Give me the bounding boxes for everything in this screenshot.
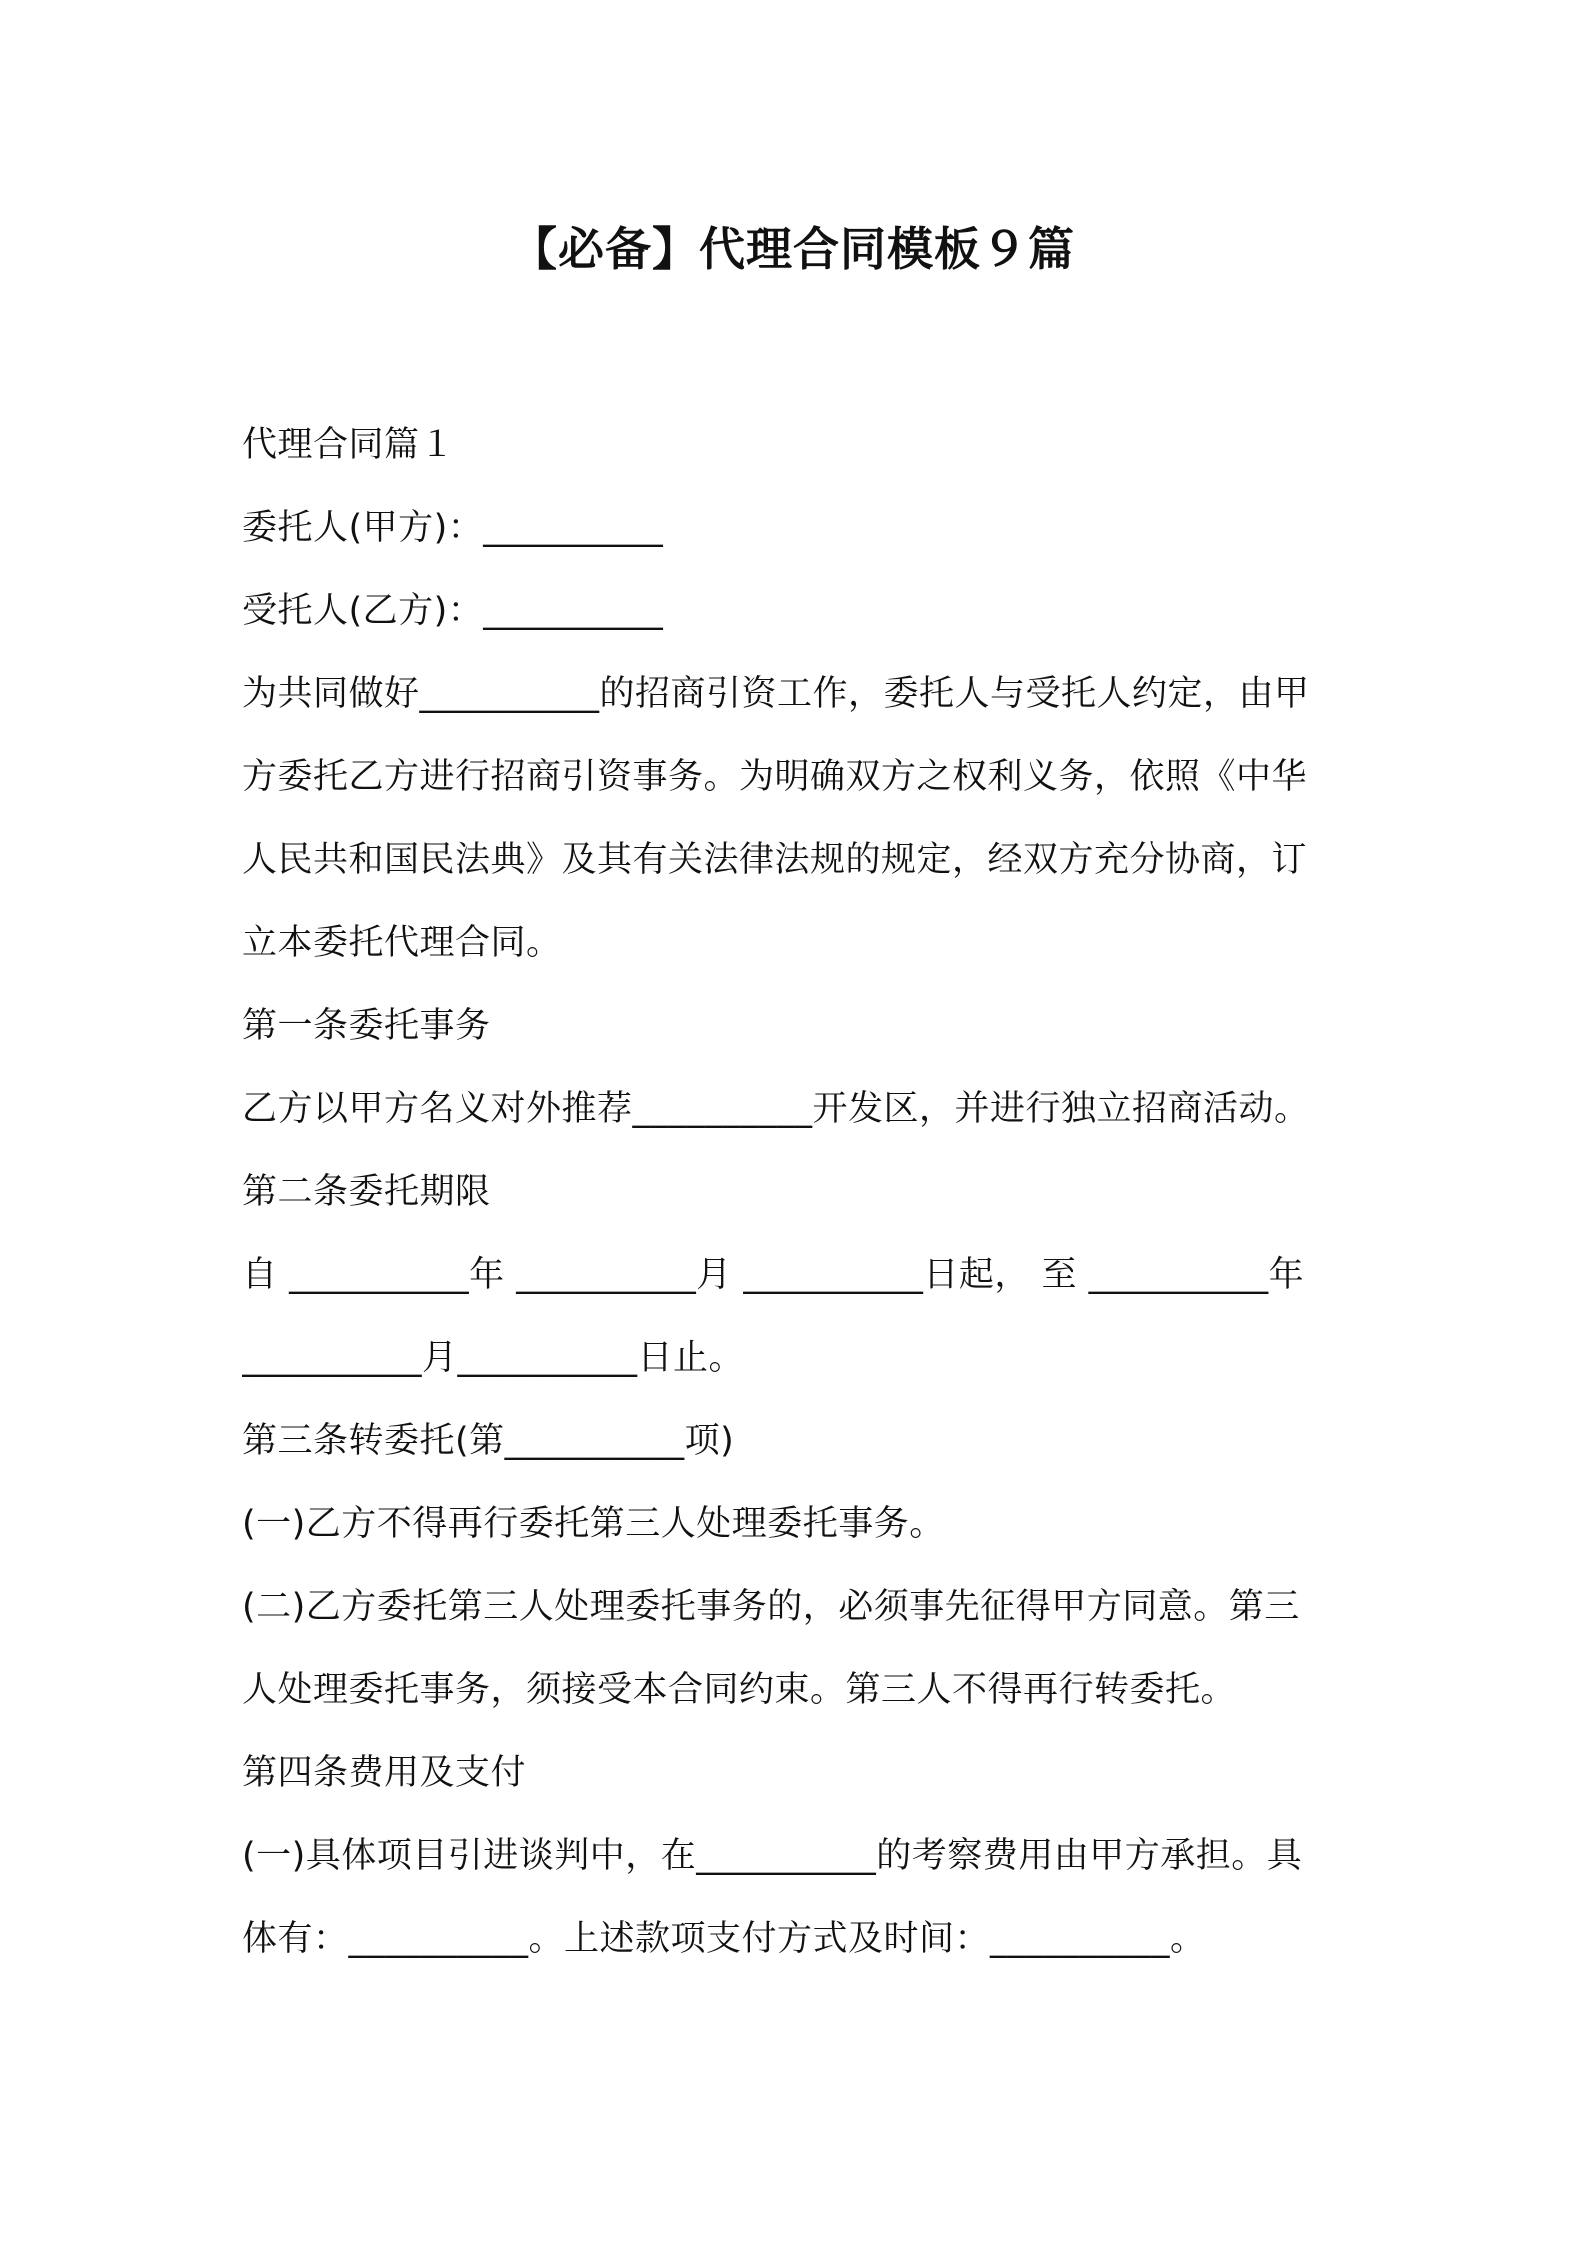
article-heading: 第三条转委托(第__________项) [242, 1421, 735, 1461]
paragraph-line: 立本委托代理合同。 [242, 923, 562, 963]
article-heading: 第四条费用及支付 [242, 1753, 527, 1793]
clause-line: (一)乙方不得再行委托第三人处理委托事务。 [242, 1504, 945, 1544]
paragraph-line: 方委托乙方进行招商引资事务。为明确双方之权利义务，依照《中华 [242, 757, 1308, 797]
clause-line: (一)具体项目引进谈判中，在__________的考察费用由甲方承担。具 [242, 1836, 1303, 1876]
document-title: 【必备】代理合同模板９篇 [511, 222, 1075, 276]
section-heading: 代理合同篇１ [242, 425, 456, 465]
paragraph-line: 为共同做好__________的招商引资工作，委托人与受托人约定，由甲 [242, 674, 1310, 714]
clause-line: 人处理委托事务，须接受本合同约束。第三人不得再行转委托。 [242, 1670, 1237, 1710]
article-heading: 第一条委托事务 [242, 1006, 491, 1046]
article-heading: 第二条委托期限 [242, 1172, 491, 1212]
paragraph-line: 乙方以甲方名义对外推荐__________开发区，并进行独立招商活动。 [242, 1089, 1310, 1129]
paragraph-line: __________月__________日止。 [242, 1338, 745, 1378]
paragraph-line: 人民共和国民法典》及其有关法律法规的规定，经双方充分协商，订 [242, 840, 1308, 880]
paragraph-line: 自 __________年 __________月 __________日起， 至 __________年 [242, 1255, 1305, 1295]
document-body [242, 404, 1362, 1981]
clause-line: (二)乙方委托第三人处理委托事务的，必须事先征得甲方同意。第三 [242, 1587, 1300, 1627]
client-party-line: 委托人(甲方)：__________ [242, 508, 664, 548]
clause-line: 体有：__________。上述款项支付方式及时间：__________。 [242, 1919, 1206, 1959]
agent-party-line: 受托人(乙方)：__________ [242, 591, 664, 631]
